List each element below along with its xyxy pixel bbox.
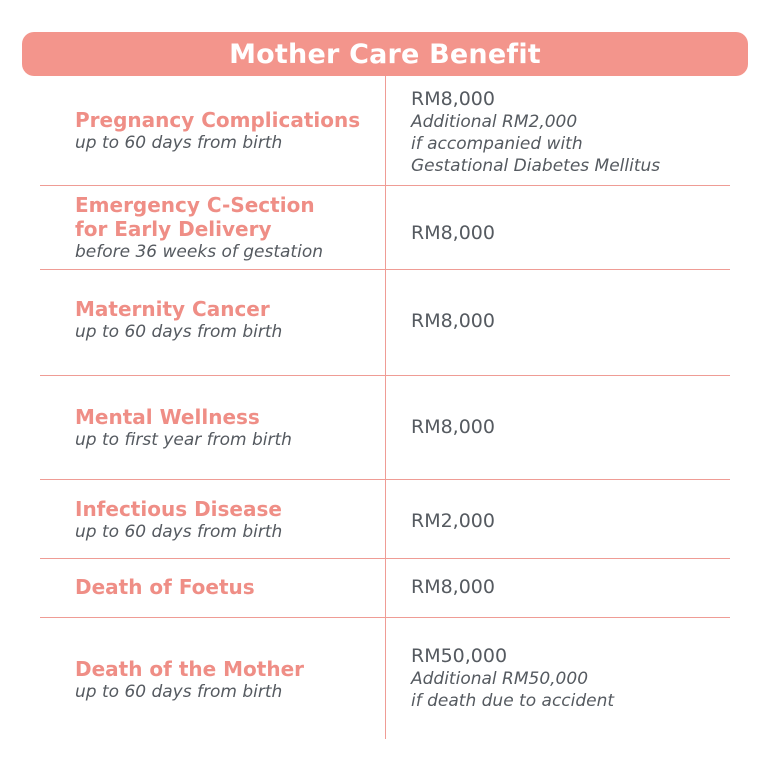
benefit-condition: up to 60 days from birth bbox=[75, 322, 283, 342]
benefit-cell bbox=[75, 490, 380, 550]
benefit-amount: RM8,000 bbox=[411, 416, 495, 438]
benefit-name: Death of Foetus bbox=[75, 575, 255, 599]
benefit-name: Infectious Disease bbox=[75, 497, 282, 521]
row-divider bbox=[40, 185, 730, 186]
amount-cell bbox=[411, 490, 741, 552]
benefit-amount: RM8,000 bbox=[411, 310, 495, 332]
benefit-condition: up to 60 days from birth bbox=[75, 682, 283, 702]
amount-cell bbox=[411, 190, 741, 276]
benefit-name: Maternity Cancer bbox=[75, 297, 270, 321]
amount-cell bbox=[411, 290, 741, 352]
benefit-cell bbox=[75, 650, 380, 710]
page-title: Mother Care Benefit bbox=[229, 38, 541, 70]
benefit-cell bbox=[75, 190, 380, 266]
benefit-condition: up to 60 days from birth bbox=[75, 133, 283, 153]
benefit-amount: RM8,000 bbox=[411, 576, 495, 598]
benefit-condition: up to 60 days from birth bbox=[75, 522, 283, 542]
row-divider bbox=[40, 558, 730, 559]
amount-note: Additional RM50,000 if death due to accident bbox=[411, 669, 615, 711]
amount-cell bbox=[411, 396, 741, 458]
benefit-name: Mental Wellness bbox=[75, 405, 260, 429]
column-divider bbox=[385, 76, 386, 739]
benefit-amount: RM8,000 bbox=[411, 88, 495, 110]
benefit-table-header bbox=[22, 32, 748, 76]
benefit-amount: RM50,000 bbox=[411, 645, 508, 667]
benefit-cell bbox=[75, 398, 380, 458]
amount-cell bbox=[411, 82, 741, 182]
benefit-cell bbox=[75, 566, 380, 608]
amount-cell bbox=[411, 638, 741, 718]
benefit-condition: up to first year from birth bbox=[75, 430, 292, 450]
benefit-amount: RM2,000 bbox=[411, 510, 495, 532]
row-divider bbox=[40, 375, 730, 376]
row-divider bbox=[40, 617, 730, 618]
benefit-name: Pregnancy Complications bbox=[75, 108, 361, 132]
benefit-name: Emergency C-Section for Early Delivery bbox=[75, 193, 315, 241]
benefit-amount: RM8,000 bbox=[411, 222, 495, 244]
row-divider bbox=[40, 479, 730, 480]
amount-cell bbox=[411, 566, 741, 608]
benefit-cell bbox=[75, 96, 380, 166]
benefit-name: Death of the Mother bbox=[75, 657, 305, 681]
benefit-cell bbox=[75, 290, 380, 350]
amount-note: Additional RM2,000 if accompanied with Gestational Diabetes Mellitus bbox=[411, 112, 661, 176]
benefit-condition: before 36 weeks of gestation bbox=[75, 242, 323, 262]
